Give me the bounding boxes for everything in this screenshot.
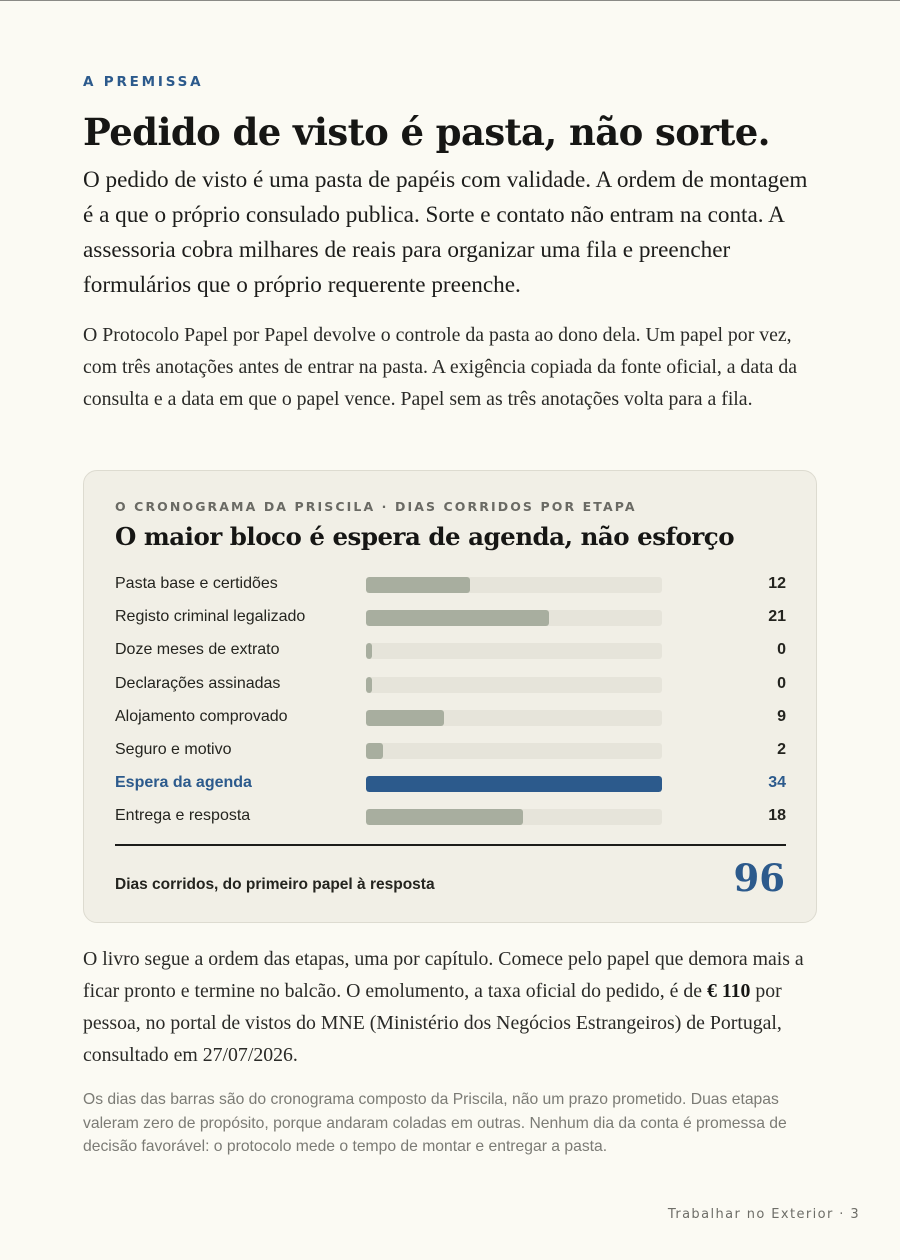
total-label: Dias corridos, do primeiro papel à resposta	[115, 876, 435, 893]
bar-row	[115, 805, 786, 829]
bar-track	[366, 710, 662, 726]
bar-value-label: 18	[768, 807, 786, 825]
bar-value-label: 34	[768, 774, 786, 792]
footnote: Os dias das barras são do cronograma composto da Priscila, não um prazo prometido. Duas etapas valeram zero de propósito, porque andaram coladas em outras. Nenhum dia da conta é promessa de decisão favorável: o protocolo mede o tempo de montar e entregar a pasta.	[83, 1091, 787, 1155]
chart-kicker: O CRONOGRAMA DA PRISCILA · DIAS CORRIDOS POR ETAPA	[115, 499, 637, 514]
bar-track	[366, 776, 662, 792]
bar	[366, 710, 444, 726]
bar	[366, 577, 470, 593]
bar-label: Doze meses de extrato	[115, 641, 280, 659]
bar-track	[366, 610, 662, 626]
bar-label: Alojamento comprovado	[115, 707, 288, 725]
bar-track	[366, 643, 662, 659]
bar-track	[366, 743, 662, 759]
bar	[366, 677, 372, 693]
bar-value-label: 12	[768, 575, 786, 592]
section-eyebrow: A PREMISSA	[83, 74, 204, 90]
total-divider	[115, 844, 786, 846]
bar-row	[115, 606, 786, 630]
bar	[366, 809, 523, 825]
fee-amount: € 110	[706, 980, 751, 1002]
bar-row	[115, 639, 786, 663]
page-footer: Trabalhar no Exterior · 3	[667, 1207, 860, 1222]
bar-row	[115, 706, 786, 730]
lede-paragraph: O pedido de visto é uma pasta de papéis com validade. A ordem de montagem é a que o próprio consulado publica. Sorte e contato não entram na conta. A assessoria cobra milhares de reais para organizar uma fila e preencher formulários que o próprio requerente preenche.	[83, 167, 808, 298]
bar-track	[366, 577, 662, 593]
body-paragraph-protocol: O Protocolo Papel por Papel devolve o controle da pasta ao dono dela. Um papel por vez, com três anotações antes de entrar na pasta. A exigência copiada da fonte oficial, a data da consulta e a data em que o papel vence. Papel sem as três anotações volta para a fila.	[83, 324, 797, 410]
bar-row	[115, 739, 786, 763]
bar-label: Espera da agenda	[115, 774, 252, 792]
bar-label: Declarações assinadas	[115, 674, 281, 692]
bar-track	[366, 809, 662, 825]
bar-value-label: 21	[768, 608, 786, 626]
paragraph-text-before-fee: O livro segue a ordem das etapas, uma por capítulo. Comece pelo papel que demora mais a ficar pronto e termine no balcão. O emolumento, a taxa oficial do pedido, é de	[83, 948, 804, 1002]
schedule-chart-card	[83, 470, 817, 923]
bar-value-label: 0	[777, 674, 786, 692]
bar-label: Registo criminal legalizado	[115, 608, 306, 626]
bar-label: Pasta base e certidões	[115, 575, 278, 592]
bar-value-label: 9	[777, 707, 786, 725]
bar-track	[366, 677, 662, 693]
bar-row	[115, 673, 786, 697]
bar-label: Entrega e resposta	[115, 807, 251, 825]
bar	[366, 776, 662, 792]
bar	[366, 610, 549, 626]
bar-value-label: 2	[777, 741, 786, 758]
paragraph-text-after-fee: por pessoa, no portal de vistos do MNE (Ministério dos Negócios Estrangeiros) de Portugal, consultado em 27/07/2026.	[83, 980, 782, 1066]
bar-label: Seguro e motivo	[115, 741, 232, 758]
page-title: Pedido de visto é pasta, não sorte.	[83, 110, 770, 154]
bar	[366, 743, 383, 759]
bar-row-highlight	[115, 772, 786, 796]
body-paragraph-order	[83, 943, 817, 1071]
chart-title: O maior bloco é espera de agenda, não esforço	[115, 522, 735, 551]
bar	[366, 643, 372, 659]
total-value: 96	[733, 856, 785, 900]
bar-value-label: 0	[777, 641, 786, 659]
bar-row	[115, 573, 786, 597]
